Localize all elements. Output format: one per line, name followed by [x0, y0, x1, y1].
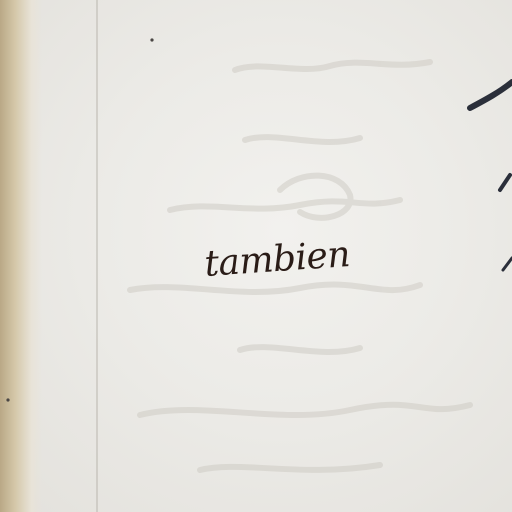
handwritten-word: tambien: [203, 233, 352, 285]
